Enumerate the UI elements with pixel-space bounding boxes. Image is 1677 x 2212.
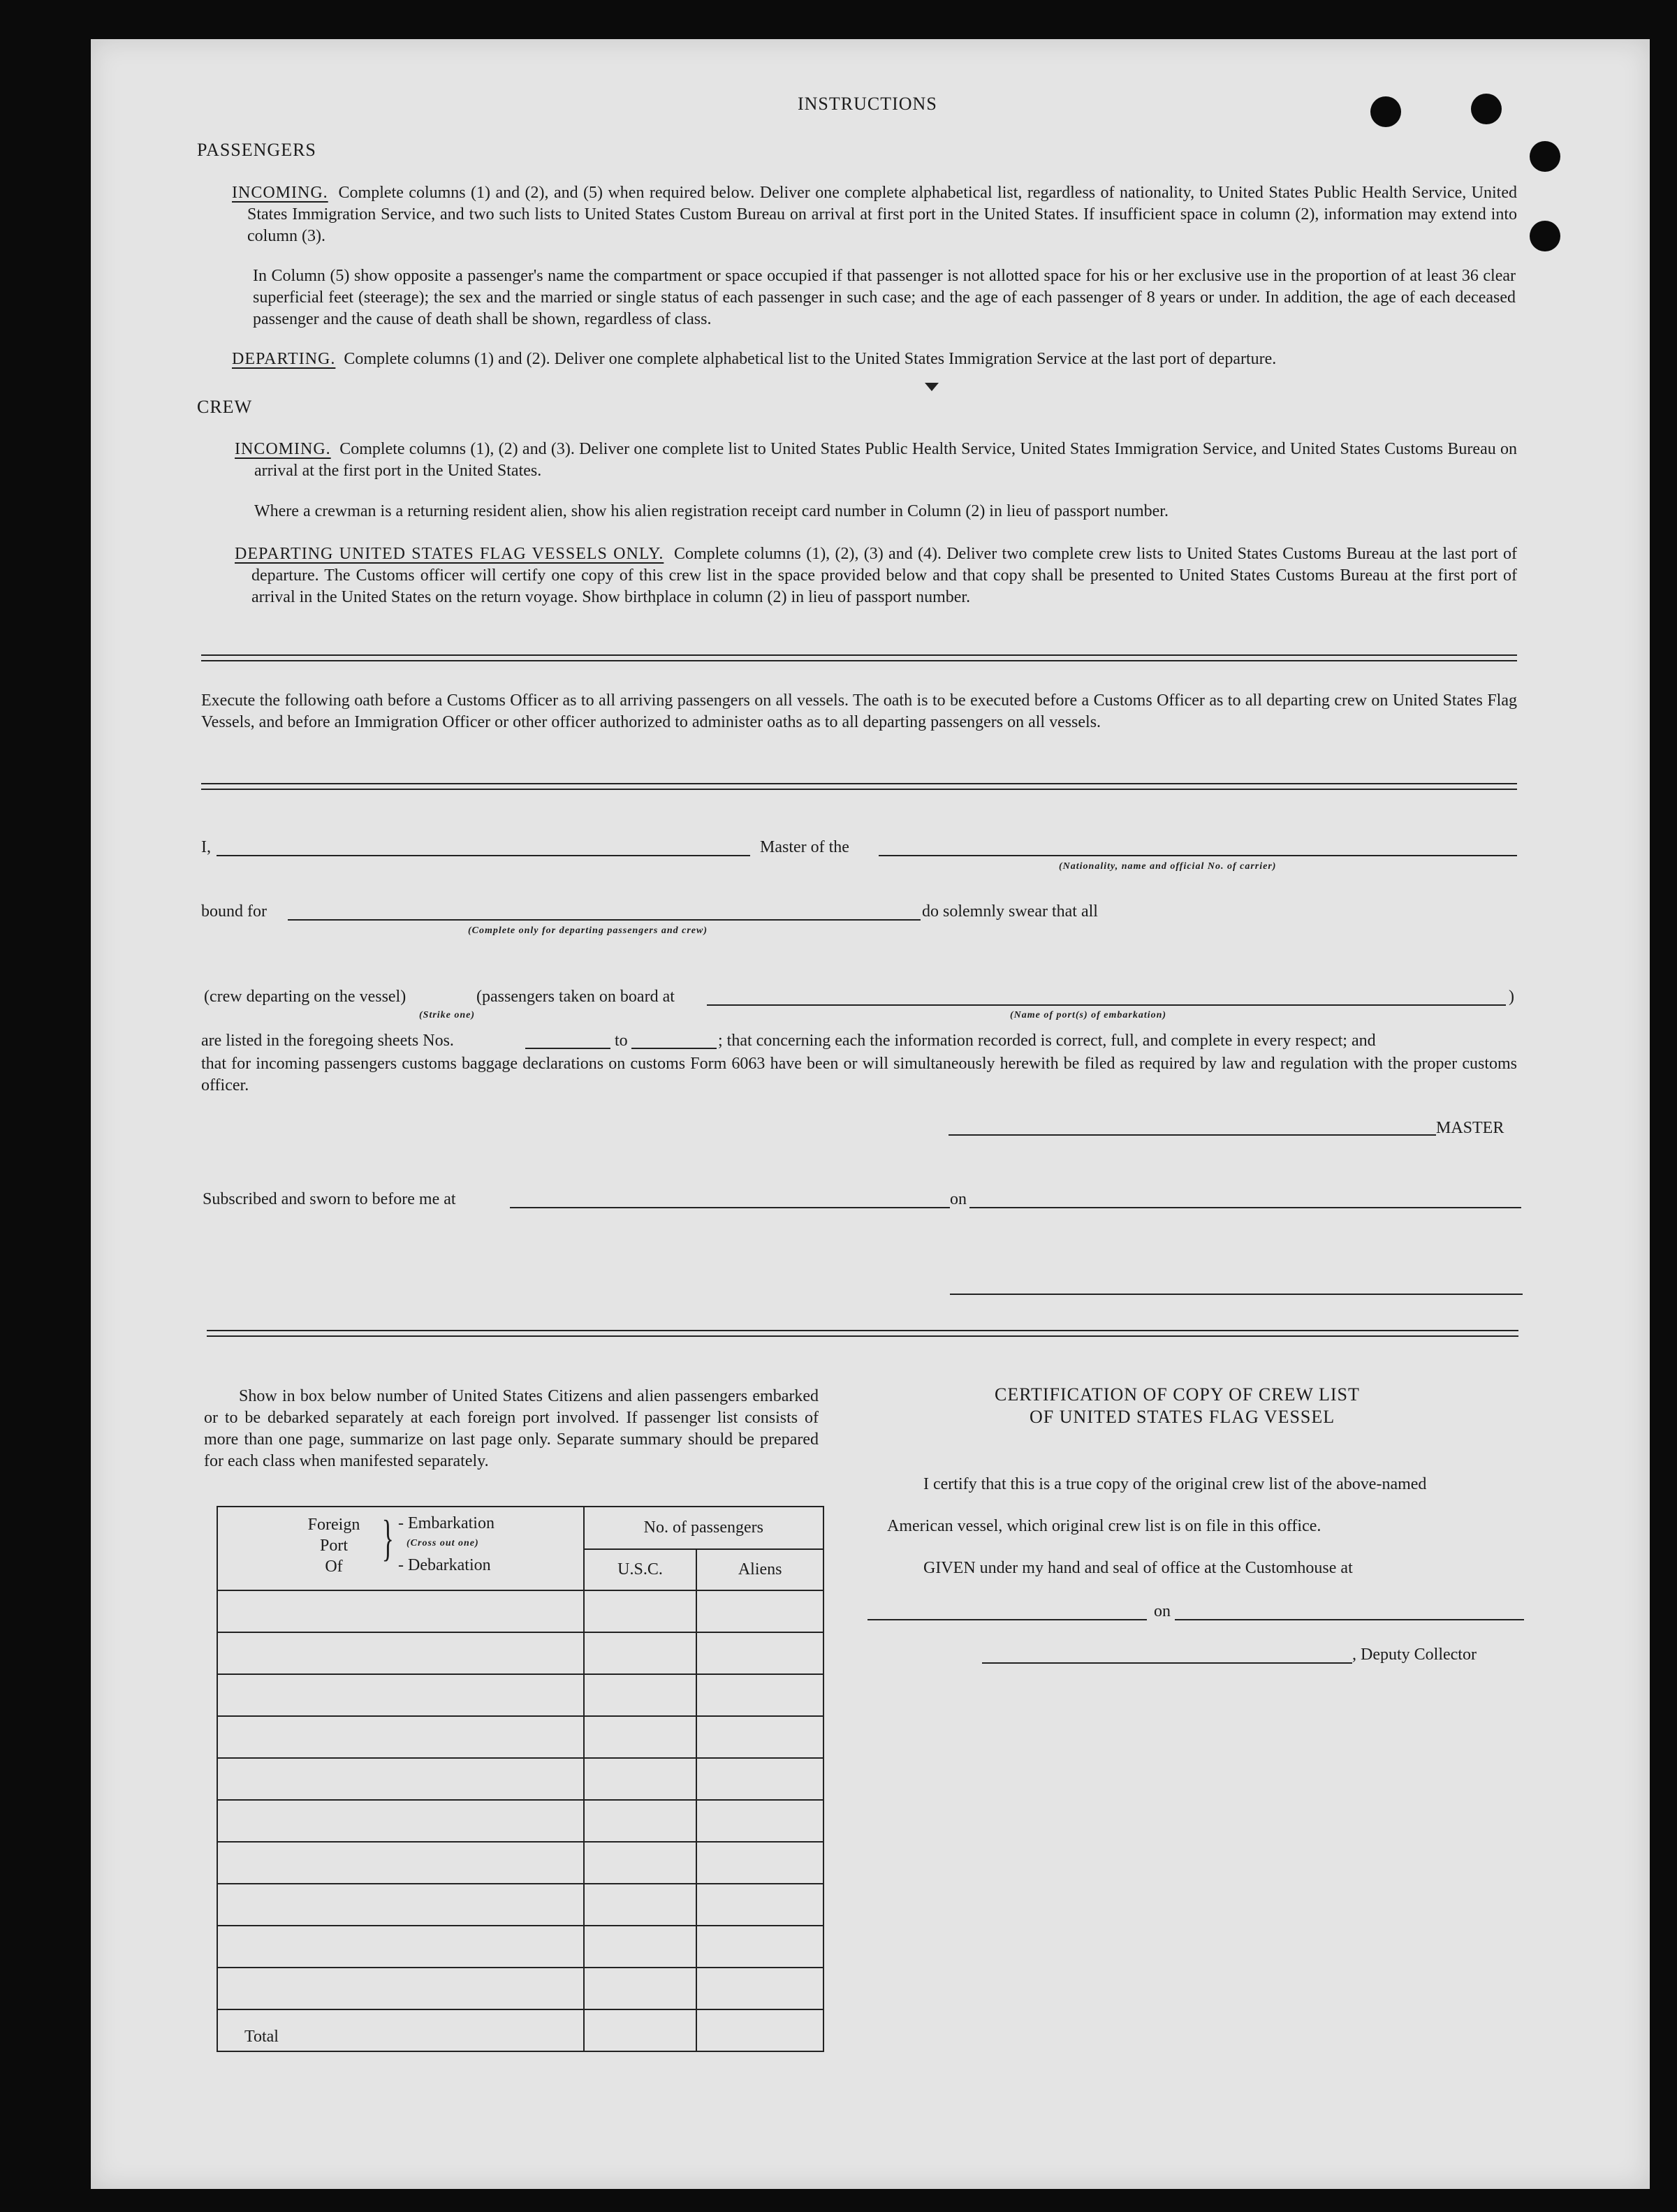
usc-cell[interactable] <box>584 1968 697 2009</box>
crew-departing-paragraph <box>235 543 1517 608</box>
usc-cell[interactable] <box>584 1884 697 1926</box>
certification-date-field[interactable] <box>1175 1619 1524 1620</box>
oath-divider <box>201 783 1517 790</box>
total-label: Total <box>244 2028 279 2046</box>
punch-hole-icon <box>1530 141 1560 172</box>
no-of-passengers-header: No. of passengers <box>584 1507 823 1549</box>
crew-incoming-paragraph <box>235 439 1517 482</box>
passengers-incoming-label: INCOMING. <box>232 184 328 202</box>
bound-for-label: bound for <box>201 902 267 921</box>
port-cell[interactable] <box>217 1842 584 1884</box>
aliens-header: Aliens <box>696 1549 823 1590</box>
aliens-cell[interactable] <box>696 1758 823 1800</box>
cross-out-caption: (Cross out one) <box>407 1538 479 1548</box>
certification-title-2: OF UNITED STATES FLAG VESSEL <box>1030 1407 1335 1427</box>
foreign-label: Foreign <box>307 1516 360 1534</box>
brace-icon: } <box>381 1510 394 1566</box>
embarkation-label: - Embarkation <box>398 1514 495 1532</box>
aliens-cell[interactable] <box>696 1884 823 1926</box>
port-cell[interactable] <box>217 1926 584 1968</box>
passengers-taken-option[interactable]: (passengers taken on board at <box>476 988 675 1006</box>
passengers-departing-paragraph <box>232 349 1517 370</box>
complete-only-caption: (Complete only for departing passengers and crew) <box>468 925 708 936</box>
foreign-port-header <box>217 1507 584 1590</box>
usc-header: U.S.C. <box>584 1549 697 1590</box>
destination-field[interactable] <box>288 919 921 921</box>
aliens-cell[interactable] <box>696 1674 823 1716</box>
aliens-total-cell[interactable] <box>696 2009 823 2051</box>
sworn-place-field[interactable] <box>510 1207 950 1208</box>
certification-title-1: CERTIFICATION OF COPY OF CREW LIST <box>995 1384 1360 1405</box>
master-signature-field[interactable] <box>949 1134 1436 1136</box>
punch-hole-icon <box>1530 221 1560 251</box>
port-label: Port <box>319 1537 348 1555</box>
crew-departing-text: Complete columns (1), (2), (3) and (4). Deliver two complete crew lists to United States Customs Bureau at the last port of departure. The Customs officer will certify one copy of this crew list in the space provided below and that copy shall be presented to United States Customs Bureau at the first port of arrival in the United States on the return voyage. Show birthplace in column (2) in lieu of passport number. <box>251 545 1517 606</box>
usc-cell[interactable] <box>584 1590 697 1632</box>
usc-cell[interactable] <box>584 1716 697 1758</box>
oath-intro: Execute the following oath before a Customs Officer as to all arriving passengers on all vessels. The oath is to be executed before a Customs Officer as to all departing crew on United States Flag Vessels, and before an Immigration Officer or other officer authorized to administer oaths as to all departing passengers on all vessels. <box>201 691 1517 731</box>
aliens-cell[interactable] <box>696 1800 823 1842</box>
crew-incoming-text: Complete columns (1), (2) and (3). Deliver one complete list to United States Public Health Service, United States Immigration Service, and United States Customs Bureau on arrival at the first port in the United States. <box>254 440 1517 480</box>
form-page <box>91 39 1650 2189</box>
sworn-date-field[interactable] <box>969 1207 1521 1208</box>
crew-incoming-label: INCOMING. <box>235 440 331 458</box>
port-cell[interactable] <box>217 1590 584 1632</box>
crew-resident-paragraph: Where a crewman is a returning resident alien, show his alien registration receipt card number in Column (2) in lieu of passport number. <box>254 502 1169 520</box>
given-line: GIVEN under my hand and seal of office at the Customhouse at <box>923 1559 1353 1577</box>
aliens-cell[interactable] <box>696 1968 823 2009</box>
aliens-cell[interactable] <box>696 1926 823 1968</box>
passenger-summary-table <box>217 1506 824 2052</box>
crew-heading: CREW <box>197 397 253 417</box>
master-name-field[interactable] <box>217 855 750 856</box>
aliens-cell[interactable] <box>696 1590 823 1632</box>
punch-hole-icon <box>1370 96 1401 127</box>
carrier-caption: (Nationality, name and official No. of carrier) <box>1059 861 1277 872</box>
usc-cell[interactable] <box>584 1800 697 1842</box>
carrier-field[interactable] <box>879 855 1517 856</box>
passengers-departing-label: DEPARTING. <box>232 350 336 368</box>
port-caption: (Name of port(s) of embarkation) <box>1010 1010 1167 1020</box>
certify-line-2: American vessel, which original crew list is on file in this office. <box>887 1517 1321 1535</box>
sworn-on-label: on <box>950 1190 967 1208</box>
sheet-to-label: to <box>615 1032 628 1050</box>
aliens-cell[interactable] <box>696 1632 823 1674</box>
port-cell[interactable] <box>217 1758 584 1800</box>
sheet-to-field[interactable] <box>631 1048 717 1049</box>
certification-on-label: on <box>1154 1602 1171 1620</box>
crew-departing-option[interactable]: (crew departing on the vessel) <box>204 988 407 1006</box>
port-cell[interactable] <box>217 1800 584 1842</box>
usc-total-cell[interactable] <box>584 2009 697 2051</box>
strike-one-caption: (Strike one) <box>419 1010 476 1020</box>
aliens-cell[interactable] <box>696 1716 823 1758</box>
crew-departing-label: DEPARTING UNITED STATES FLAG VESSELS ONLY. <box>235 545 664 563</box>
usc-cell[interactable] <box>584 1632 697 1674</box>
of-label: Of <box>325 1558 343 1576</box>
column5-paragraph: In Column (5) show opposite a passenger's name the compartment or space occupied if that passenger is not allotted space for his or her exclusive use in the proportion of at least 36 clear superficial feet (steerage); the sex and the married or single status of each passenger in such case; and the age of each passenger of 8 years or under. In addition, the age of each deceased passenger and the cause of death shall be shown, regardless of class. <box>253 267 1516 328</box>
port-cell[interactable] <box>217 1716 584 1758</box>
total-label-cell <box>217 2009 584 2051</box>
bottom-divider <box>207 1330 1518 1337</box>
officer-signature-field[interactable] <box>950 1294 1523 1295</box>
passengers-incoming-text: Complete columns (1) and (2), and (5) when required below. Deliver one complete alphabetical list, regardless of nationality, to United States Public Health Service, United States Immigration Service, and two such lists to United States Custom Bureau on arrival at first port in the United States. If insufficient space in column (2), information may extend into column (3). <box>247 184 1518 245</box>
master-label: MASTER <box>1436 1119 1504 1137</box>
usc-cell[interactable] <box>584 1674 697 1716</box>
aliens-cell[interactable] <box>696 1842 823 1884</box>
subscribed-label: Subscribed and sworn to before me at <box>203 1190 456 1208</box>
solemnly-swear-label: do solemnly swear that all <box>922 902 1098 921</box>
deputy-collector-label: , Deputy Collector <box>1352 1646 1477 1664</box>
close-paren: ) <box>1509 988 1514 1006</box>
port-cell[interactable] <box>217 1968 584 2009</box>
listed-rest: that for incoming passengers customs baggage declarations on customs Form 6063 have been or will simultaneously herewith be filed as required by law and regulation with the proper customs officer. <box>201 1055 1517 1094</box>
down-arrow-mark-icon <box>925 383 939 391</box>
passengers-incoming-paragraph <box>232 182 1517 247</box>
customhouse-field[interactable] <box>867 1619 1147 1620</box>
port-cell[interactable] <box>217 1632 584 1674</box>
listed-prefix: are listed in the foregoing sheets Nos. <box>201 1032 454 1050</box>
listed-suffix: ; that concerning each the information recorded is correct, full, and complete in every respect; and <box>718 1032 1376 1050</box>
sheet-from-field[interactable] <box>525 1048 610 1049</box>
summary-instructions: Show in box below number of United States Citizens and alien passengers embarked or to be debarked separately at each foreign port involved. If passenger list consists of more than one page, summarize on last page only. Separate summary should be prepared for each class when manifested separately. <box>204 1387 819 1470</box>
passengers-departing-text: Complete columns (1) and (2). Deliver one complete alphabetical list to the United States Immigration Service at the last port of departure. <box>344 350 1277 368</box>
usc-cell[interactable] <box>584 1842 697 1884</box>
debarkation-label: - Debarkation <box>398 1556 491 1574</box>
usc-cell[interactable] <box>584 1758 697 1800</box>
embarkation-port-field[interactable] <box>707 1004 1506 1006</box>
usc-cell[interactable] <box>584 1926 697 1968</box>
instructions-title: INSTRUCTIONS <box>798 94 937 114</box>
deputy-collector-signature[interactable] <box>982 1662 1352 1664</box>
oath-i-label: I, <box>201 838 211 856</box>
punch-hole-icon <box>1471 94 1502 124</box>
port-cell[interactable] <box>217 1884 584 1926</box>
passengers-heading: PASSENGERS <box>197 140 316 160</box>
certify-line-1: I certify that this is a true copy of the original crew list of the above-named <box>923 1475 1427 1493</box>
port-cell[interactable] <box>217 1674 584 1716</box>
master-of-the-label: Master of the <box>760 838 849 856</box>
section-divider <box>201 654 1517 661</box>
